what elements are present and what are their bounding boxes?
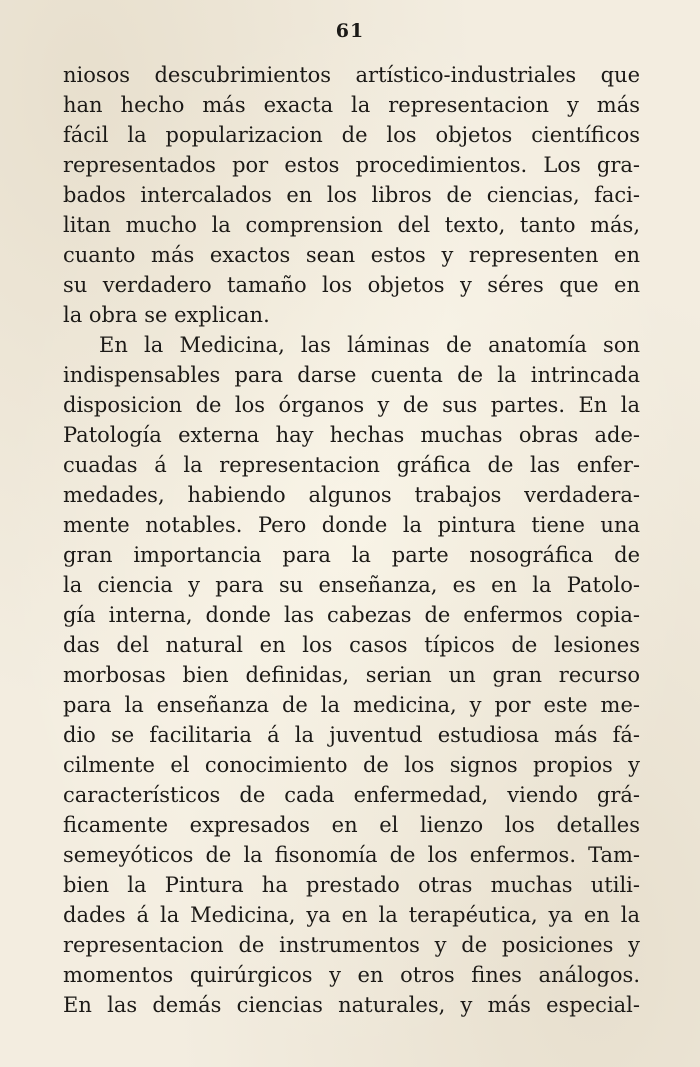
text-line: la obra se explican.: [63, 303, 270, 327]
text-line: han hecho más exacta la representacion y más: [63, 93, 640, 117]
text-line: momentos quirúrgicos y en otros fines análogos.: [63, 963, 640, 987]
text-line: gran importancia para la parte nosográfica de: [63, 543, 640, 567]
text-line: cilmente el conocimiento de los signos propios y: [63, 753, 640, 777]
text-line: das del natural en los casos típicos de lesiones: [63, 633, 640, 657]
text-line: representacion de instrumentos y de posiciones y: [63, 933, 640, 957]
text-line: En las demás ciencias naturales, y más especial-: [63, 993, 640, 1017]
paragraph-start-line: En la Medicina, las láminas de anatomía son: [99, 333, 640, 357]
text-line: disposicion de los órganos y de sus partes. En la: [63, 393, 640, 417]
text-line: dio se facilitaria á la juventud estudiosa más fá-: [63, 723, 640, 747]
body-text: [63, 60, 640, 1020]
text-line: para la enseñanza de la medicina, y por este me-: [63, 693, 640, 717]
text-line: la ciencia y para su enseñanza, es en la Patolo-: [63, 573, 640, 597]
page-number: 61: [335, 20, 365, 42]
text-line: fácil la popularizacion de los objetos científicos: [63, 123, 640, 147]
text-line: gía interna, donde las cabezas de enfermos copia-: [63, 603, 640, 627]
text-line: litan mucho la comprension del texto, tanto más,: [63, 213, 640, 237]
text-line: ficamente expresados en el lienzo los detalles: [63, 813, 640, 837]
text-line: mente notables. Pero donde la pintura tiene una: [63, 513, 640, 537]
text-line: su verdadero tamaño los objetos y séres que en: [63, 273, 640, 297]
text-line: bados intercalados en los libros de ciencias, faci-: [63, 183, 640, 207]
text-line: medades, habiendo algunos trabajos verdadera-: [63, 483, 640, 507]
text-line: indispensables para darse cuenta de la intrincada: [63, 363, 640, 387]
text-line: cuadas á la representacion gráfica de las enfer-: [63, 453, 640, 477]
text-line: cuanto más exactos sean estos y representen en: [63, 243, 640, 267]
text-line: Patología externa hay hechas muchas obras ade-: [63, 423, 640, 447]
text-line: semeyóticos de la fisonomía de los enfermos. Tam-: [63, 843, 640, 867]
text-line: bien la Pintura ha prestado otras muchas utili-: [63, 873, 640, 897]
text-line: morbosas bien definidas, serian un gran recurso: [63, 663, 640, 687]
text-line: representados por estos procedimientos. Los gra-: [63, 153, 640, 177]
text-line: dades á la Medicina, ya en la terapéutica, ya en la: [63, 903, 640, 927]
text-line: niosos descubrimientos artístico-industriales que: [63, 63, 640, 87]
text-line: característicos de cada enfermedad, viendo grá-: [63, 783, 640, 807]
